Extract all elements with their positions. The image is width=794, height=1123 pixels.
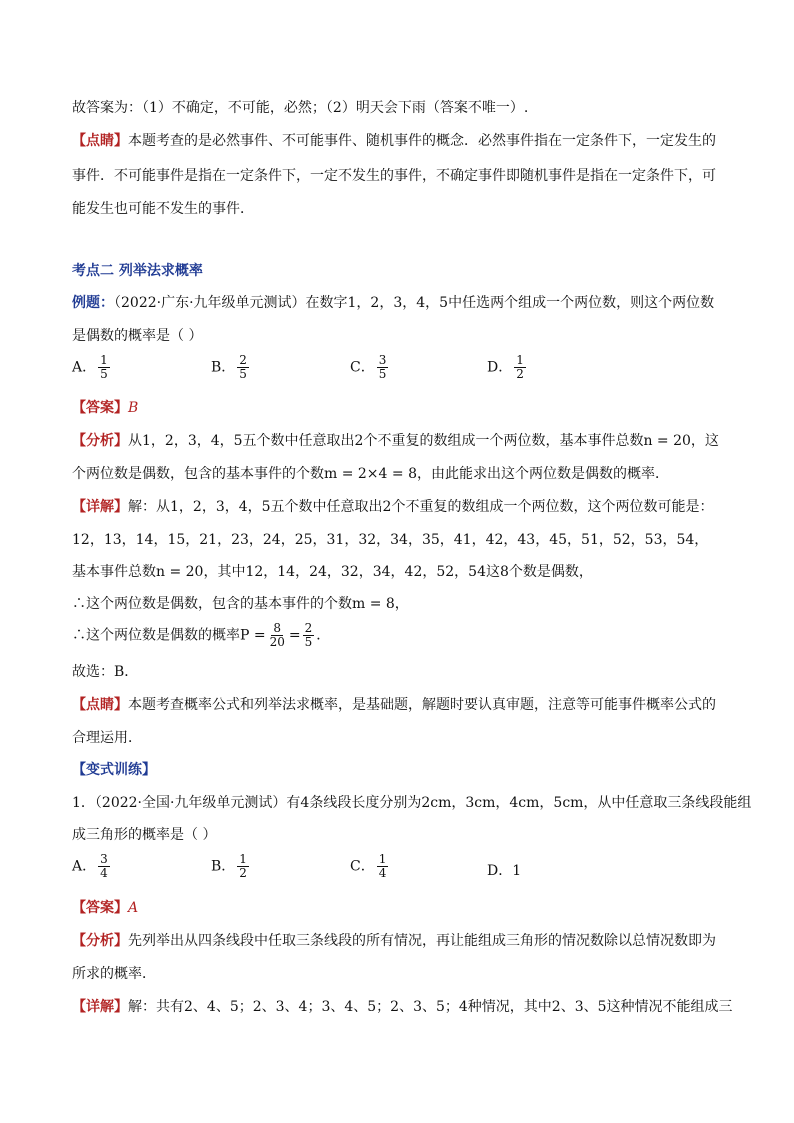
example-fenxi-line-2: 个两位数是偶数，包含的基本事件的个数m = 2×4 = 8，由此能求出这个两位数是偶数的概率． <box>72 466 669 482</box>
dianjing-text-1: 本题考查的是必然事件、不可能事件、随机事件的概念．必然事件指在一定条件下，一定发生的 <box>128 133 716 149</box>
dianjing-line-3: 能发生也可能不发生的事件． <box>72 201 254 217</box>
example-tag: 例题： <box>72 295 114 311</box>
variant-fenxi-line-1: 【分析】先列举出从四条线段中任取三条线段的所有情况，再让能组成三角形的情况数除以总情况数即为 <box>72 933 716 949</box>
example-xiangjie-line-1: 【详解】解：从1，2，3，4，5五个数中任意取出2个不重复的数组成一个两位数，这个两位数可能是： <box>72 499 714 515</box>
example-question-text: （2022·广东·九年级单元测试）在数字1，2，3，4，5中任选两个组成一个两位数，则这个两位数 <box>114 295 715 311</box>
example-xiangjie-line-2: 12，13，14，15，21，23，24，25，31，32，34，35，41，42，43，45，51，52，53，54， <box>72 532 709 548</box>
example-question-line-2: 是偶数的概率是（ ） <box>72 328 203 344</box>
example-option-b: B． $\frac{2}{5}$ <box>211 353 247 381</box>
example-fenxi-line-1: 【分析】从1，2，3，4，5五个数中任意取出2个不重复的数组成一个两位数，基本事件总数n = 20，这 <box>72 433 719 449</box>
dianjing-tag: 【点睛】 <box>72 133 128 149</box>
example-dianjing-line-1: 【点睛】本题考查概率公式和列举法求概率，是基础题，解题时要认真审题，注意等可能事件概率公式的 <box>72 697 716 713</box>
example-xiangjie-line-5: ∴这个两位数是偶数的概率P = $\frac{8}{20}$ = $\frac{2}{5}$ ． <box>72 621 331 649</box>
variant-option-c: C． $\frac{1}{4}$ <box>350 852 387 880</box>
variant-option-b: B． $\frac{1}{2}$ <box>211 852 247 880</box>
example-xiangjie-line-4: ∴这个两位数是偶数，包含的基本事件的个数m = 8， <box>72 596 409 612</box>
variant-option-a: A． $\frac{3}{4}$ <box>72 852 108 880</box>
answer-line: 故答案为：（1）不确定，不可能，必然；（2）明天会下雨（答案不唯一）. <box>72 100 529 116</box>
example-option-a: A． $\frac{1}{5}$ <box>72 353 108 381</box>
example-choose: 故选：B． <box>72 664 139 680</box>
example-xiangjie-line-3: 基本事件总数n = 20，其中12，14，24，32，34，42，52，54这8个数是偶数， <box>72 564 593 580</box>
example-option-c: C． $\frac{3}{5}$ <box>350 353 387 381</box>
variant-answer: 【答案】A <box>72 900 139 916</box>
example-option-d: D． $\frac{1}{2}$ <box>487 353 524 381</box>
dianjing-line-1 <box>72 131 716 151</box>
variant-question-line-1: 1．（2022·全国·九年级单元测试）有4条线段长度分别为2cm，3cm，4cm，5cm，从中任意取三条线段能组 <box>72 795 752 811</box>
example-answer: 【答案】B <box>72 400 139 416</box>
example-question-line-1 <box>72 293 714 313</box>
variant-heading: 【变式训练】 <box>72 762 156 778</box>
section-heading: 考点二 列举法求概率 <box>72 263 203 279</box>
variant-question-line-2: 成三角形的概率是（ ） <box>72 827 217 843</box>
example-dianjing-line-2: 合理运用． <box>72 730 142 746</box>
dianjing-line-2: 事件．不可能事件是指在一定条件下，一定不发生的事件，不确定事件即随机事件是指在一定条件下，可 <box>72 168 716 184</box>
variant-fenxi-line-2: 所求的概率． <box>72 966 156 982</box>
variant-option-d: D．1 <box>487 863 522 879</box>
variant-xiangjie-line-1: 【详解】解：共有2、4、5；2、3、4；3、4、5；2、3、5；4种情况，其中2、3、5这种情况不能组成三 <box>72 999 733 1015</box>
